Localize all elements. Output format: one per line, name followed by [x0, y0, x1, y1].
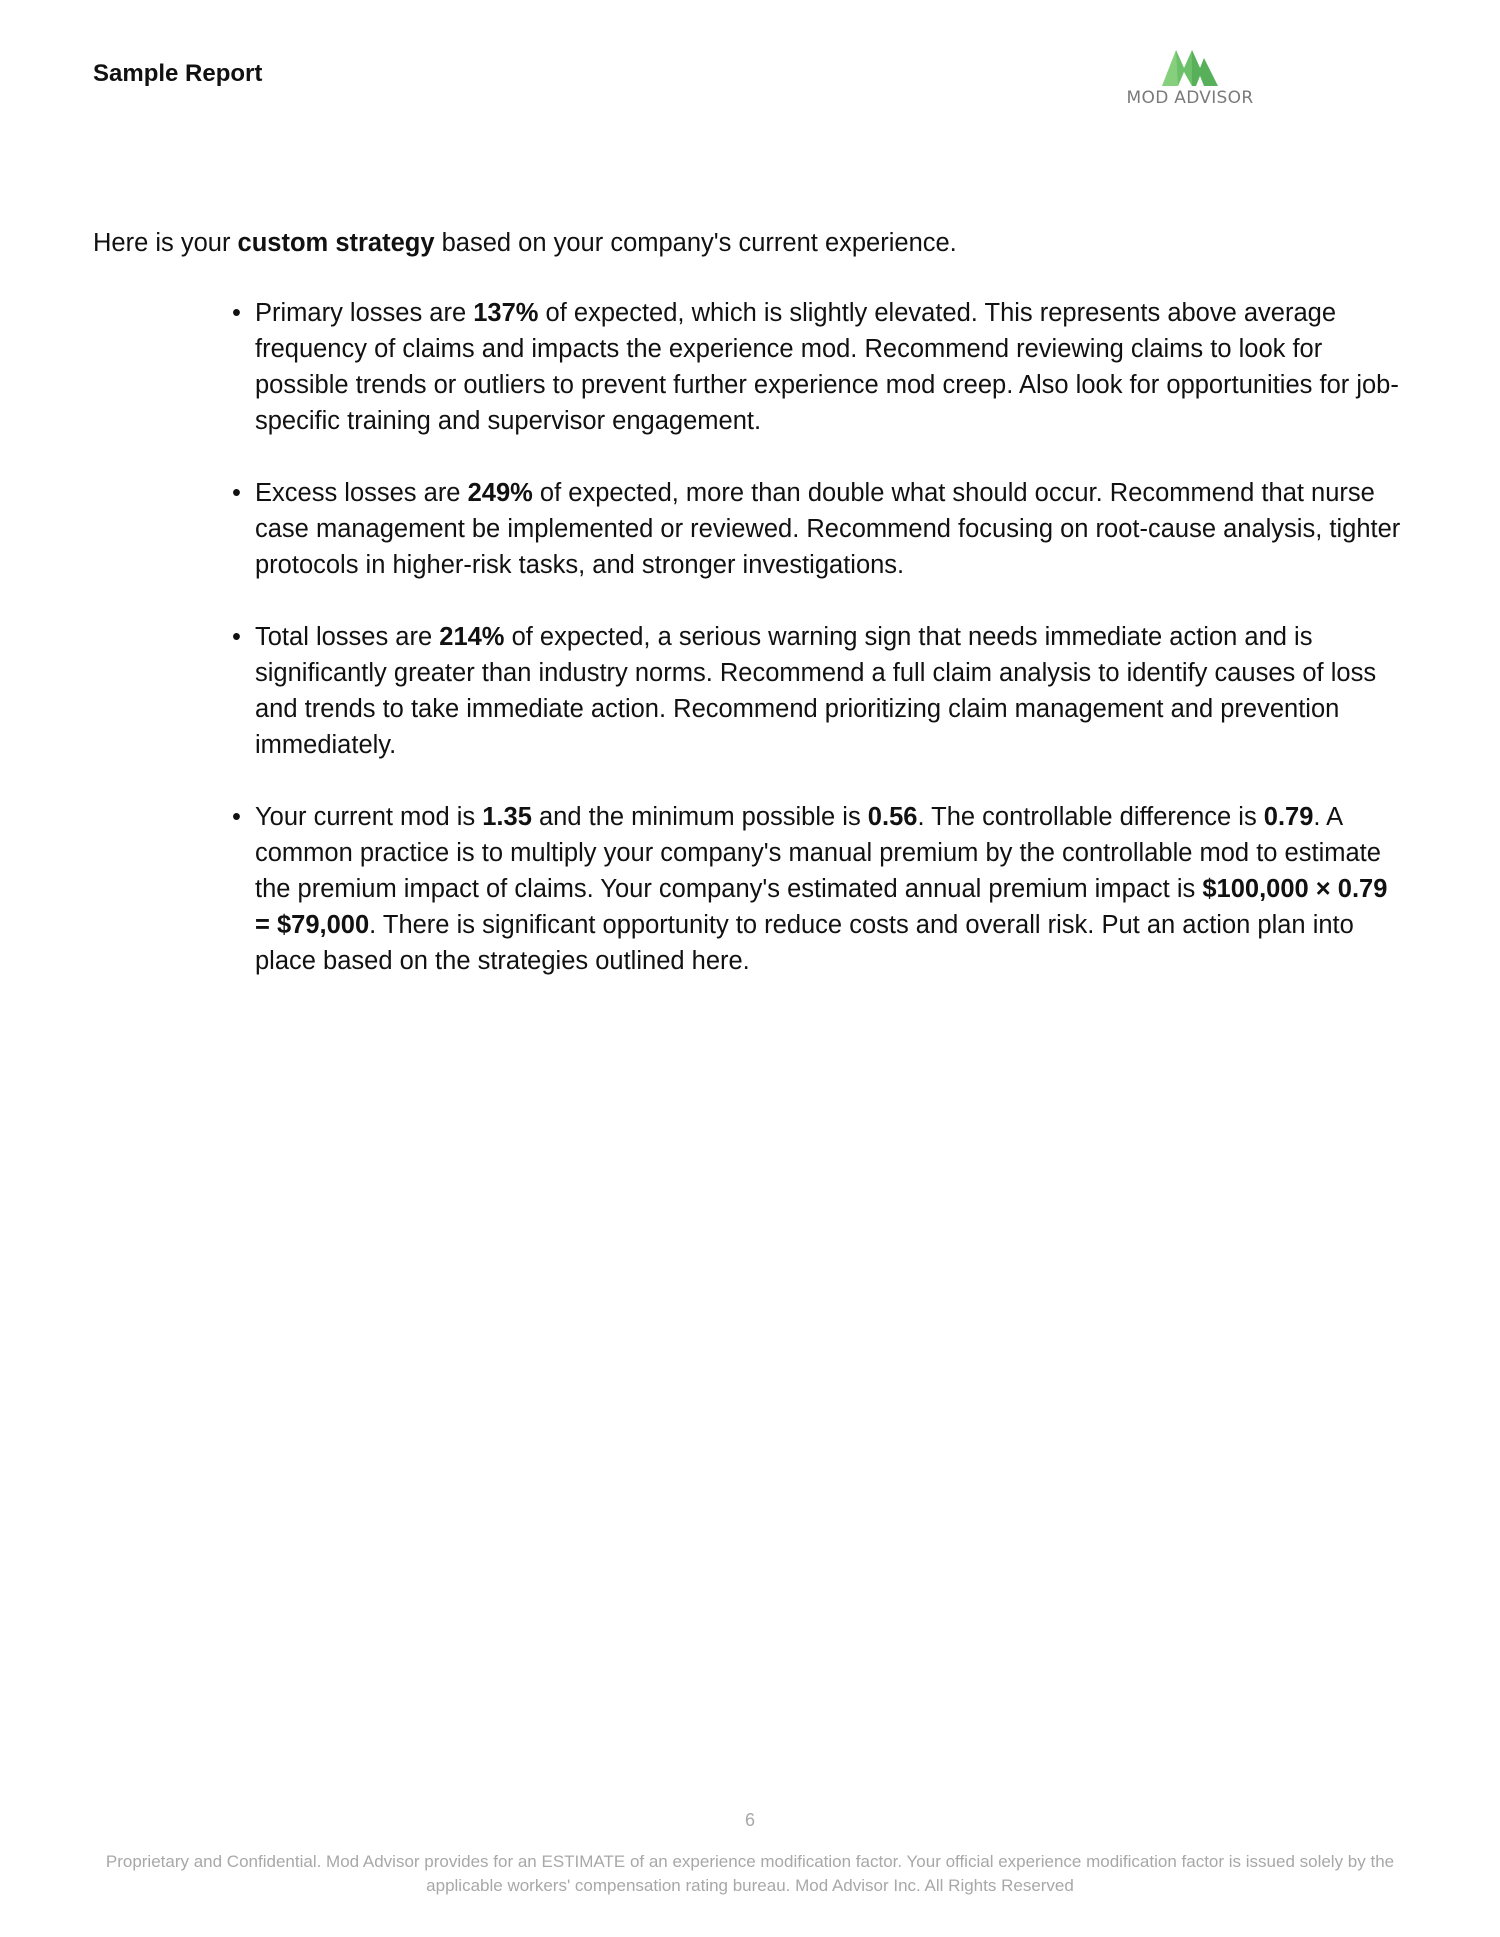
mod-advisor-logo-icon [1162, 46, 1218, 88]
strategy-text: of expected, which is slightly elevated. This represents above average frequency of claims and impacts the experience mod. Recommend reviewing claims to look for possible trends or outliers to prevent further experience mod creep. Also look for opportunities for job-specific training and supervisor engagement. [255, 299, 1399, 435]
report-title: Sample Report [93, 60, 263, 87]
strategy-text: . There is significant opportunity to reduce costs and overall risk. Put an action plan into place based on the strategies outlined here. [255, 911, 1354, 975]
strategy-list [232, 295, 1407, 1015]
current-mod-value: 1.35 [482, 803, 532, 831]
minimum-mod-value: 0.56 [867, 803, 918, 831]
controllable-difference-value: 0.79 [1263, 803, 1314, 831]
strategy-item-primary-losses [232, 295, 1407, 439]
premium-impact-calculation: $100,000 × 0.79 = $79,000 [255, 875, 1388, 939]
primary-losses-percent: 137% [473, 299, 539, 327]
strategy-text: . A common practice is to multiply your company's manual premium by the controllable mod to estimate the premium impact of claims. Your company's estimated annual premium impact is [255, 803, 1381, 903]
bullet-glyph: • [232, 803, 241, 831]
strategy-text: Excess losses are [255, 479, 468, 507]
bullet-glyph: • [232, 623, 241, 651]
strategy-item-excess-losses [232, 475, 1407, 583]
intro-emphasis: custom strategy [237, 229, 435, 257]
excess-losses-percent: 249% [467, 479, 533, 507]
strategy-text: of expected, a serious warning sign that needs immediate action and is significantly greater than industry norms. Recommend a full claim analysis to identify causes of loss and trends to take immediate action. Recommend prioritizing claim management and prevention immediately. [255, 623, 1377, 759]
strategy-item-total-losses [232, 619, 1407, 763]
strategy-text: . The controllable difference is [917, 803, 1264, 831]
total-losses-percent: 214% [439, 623, 505, 651]
bullet-glyph: • [232, 299, 241, 327]
bullet-glyph: • [232, 479, 241, 507]
intro-paragraph [93, 225, 957, 261]
company-logo [1118, 46, 1262, 108]
intro-text-before: Here is your [93, 229, 238, 257]
footer-disclaimer: Proprietary and Confidential. Mod Advisor provides for an ESTIMATE of an experience modification factor. Your official experience modification factor is issued solely by the applicable workers' compensation rating bureau. Mod Advisor Inc. All Rights Reserved [105, 1852, 1395, 1895]
strategy-text: of expected, more than double what should occur. Recommend that nurse case management be implemented or reviewed. Recommend focusing on root-cause analysis, tighter protocols in higher-risk tasks, and stronger investigations. [255, 479, 1401, 579]
strategy-item-mod-impact [232, 799, 1407, 979]
strategy-text: Total losses are [255, 623, 440, 651]
logo-wordmark: MOD ADVISOR [1126, 88, 1254, 108]
strategy-text: and the minimum possible is [531, 803, 868, 831]
intro-text-after: based on your company's current experience. [434, 229, 957, 257]
page-number: 6 [744, 1810, 755, 1830]
strategy-text: Primary losses are [255, 299, 474, 327]
strategy-text: Your current mod is [255, 803, 483, 831]
